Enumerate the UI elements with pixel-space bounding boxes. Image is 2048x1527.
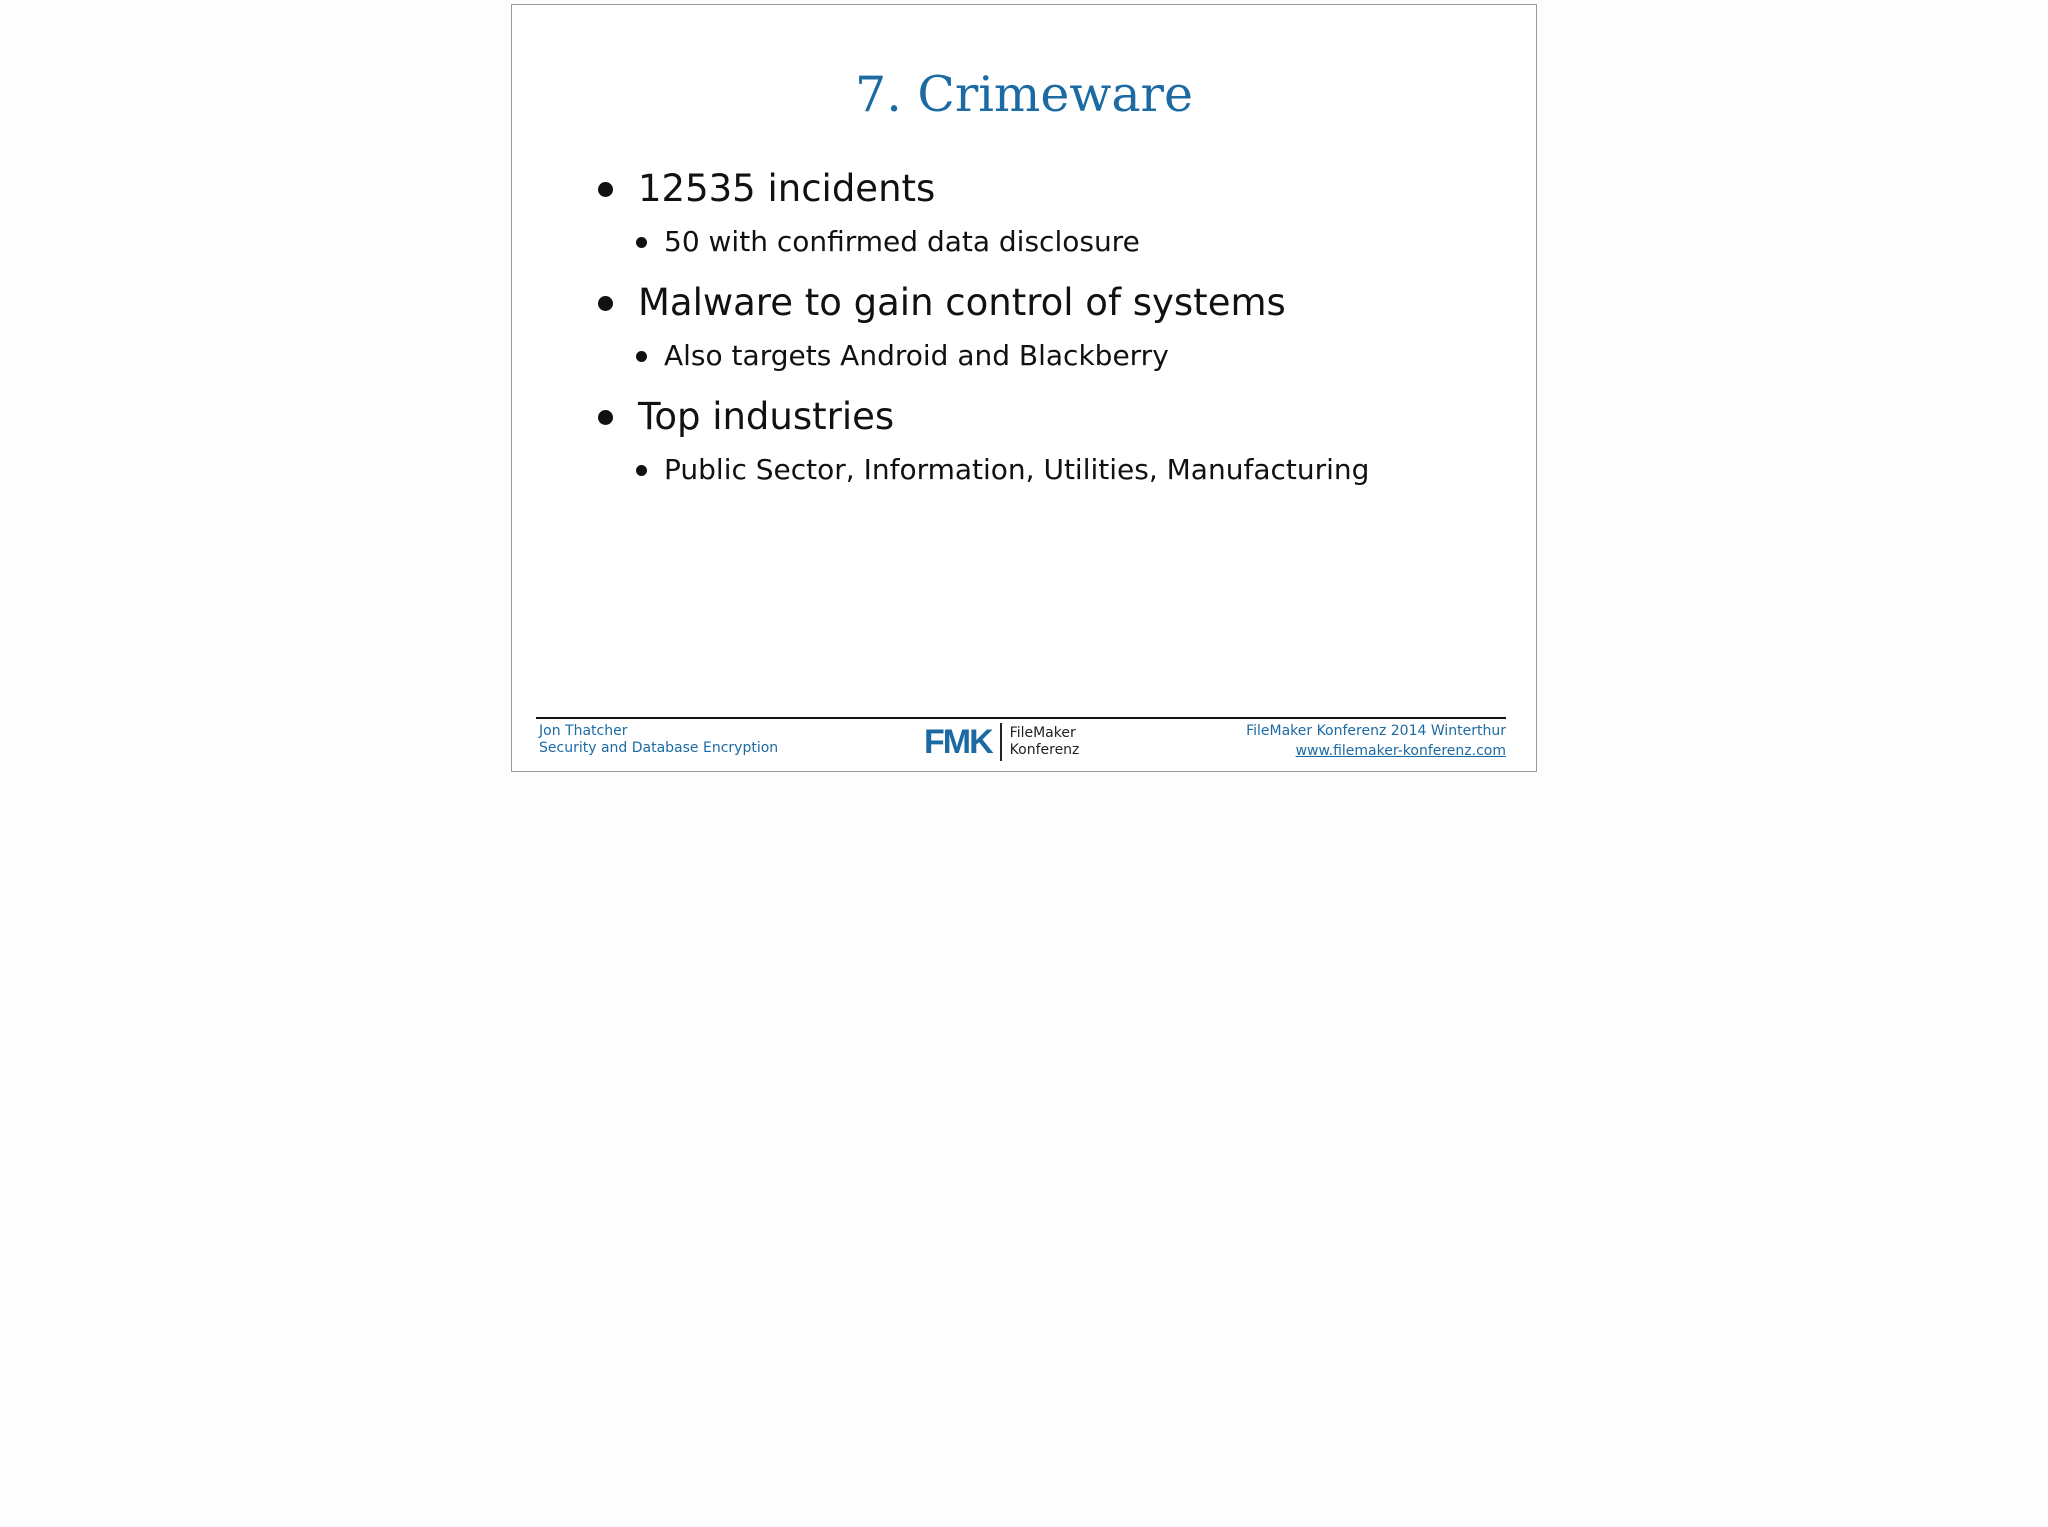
sub-bullet-item (664, 339, 1169, 373)
logo-line-1: FileMaker (1009, 725, 1076, 741)
slide-title: 7. Crimeware (855, 66, 1193, 123)
bullet-dot-icon (598, 410, 613, 425)
bullet-text: Top industries (638, 395, 895, 438)
sub-bullet-dot-icon (636, 351, 647, 362)
logo-mark: FMK (924, 723, 992, 761)
logo-divider (1000, 723, 1002, 761)
fmk-logo (924, 721, 1079, 763)
bullet-dot-icon (598, 182, 613, 197)
footer-divider (536, 717, 1506, 719)
sub-bullet-text: Public Sector, Information, Utilities, Manufacturing (664, 453, 1370, 486)
sub-bullet-item (664, 453, 1369, 487)
sub-bullet-text: 50 with confirmed data disclosure (664, 225, 1140, 258)
footer-author: Jon Thatcher (539, 723, 628, 739)
footer-url-link[interactable]: www.filemaker-konferenz.com (1295, 743, 1506, 759)
logo-line-2: Konferenz (1009, 742, 1080, 758)
footer-right (1246, 723, 1506, 760)
sub-bullet-dot-icon (636, 237, 647, 248)
bullet-text: 12535 incidents (638, 167, 936, 210)
footer-event: FileMaker Konferenz 2014 Winterthur (1246, 723, 1506, 739)
bullet-list (512, 5, 1536, 771)
sub-bullet-item (664, 225, 1140, 259)
sub-bullet-text: Also targets Android and Blackberry (664, 339, 1169, 372)
sub-bullet-dot-icon (636, 465, 647, 476)
logo-wordmark (1010, 725, 1080, 759)
bullet-text: Malware to gain control of systems (638, 281, 1286, 324)
bullet-item (638, 395, 894, 439)
bullet-dot-icon (598, 296, 613, 311)
bullet-item (638, 167, 935, 211)
bullet-item (638, 281, 1286, 325)
slide (511, 4, 1537, 772)
footer-left (539, 723, 778, 757)
footer-talk-title: Security and Database Encryption (539, 740, 779, 756)
